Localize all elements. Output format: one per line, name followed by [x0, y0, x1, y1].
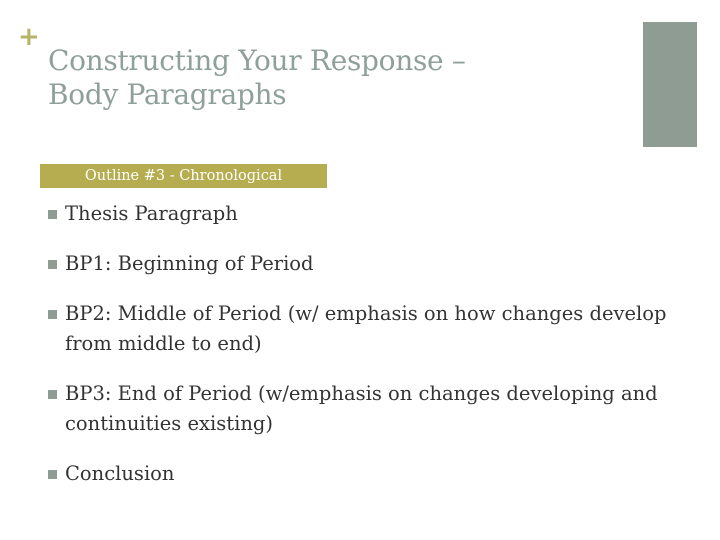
bullet-text: BP2: Middle of Period (w/ emphasis on how changes develop from middle to end) — [65, 302, 667, 355]
subtitle-band — [40, 164, 327, 188]
bullet-item — [48, 199, 698, 229]
decorative-corner-block — [643, 22, 697, 147]
square-bullet-icon — [48, 470, 57, 479]
title-line-2: Body Paragraphs — [48, 78, 287, 111]
bullet-text: BP3: End of Period (w/emphasis on changes developing and continuities existing) — [65, 382, 658, 435]
bullet-text: Thesis Paragraph — [65, 202, 238, 225]
bullet-list — [48, 199, 698, 509]
square-bullet-icon — [48, 260, 57, 269]
square-bullet-icon — [48, 390, 57, 399]
bullet-item — [48, 459, 698, 489]
bullet-text: BP1: Beginning of Period — [65, 252, 314, 275]
square-bullet-icon — [48, 210, 57, 219]
title-line-1: Constructing Your Response – — [48, 44, 466, 77]
plus-icon: + — [18, 22, 40, 52]
square-bullet-icon — [48, 310, 57, 319]
subtitle-text: Outline #3 - Chronological — [84, 168, 283, 184]
slide-title — [48, 44, 608, 112]
bullet-text: Conclusion — [65, 462, 175, 485]
bullet-item — [48, 379, 698, 439]
bullet-item — [48, 299, 698, 359]
bullet-item — [48, 249, 698, 279]
